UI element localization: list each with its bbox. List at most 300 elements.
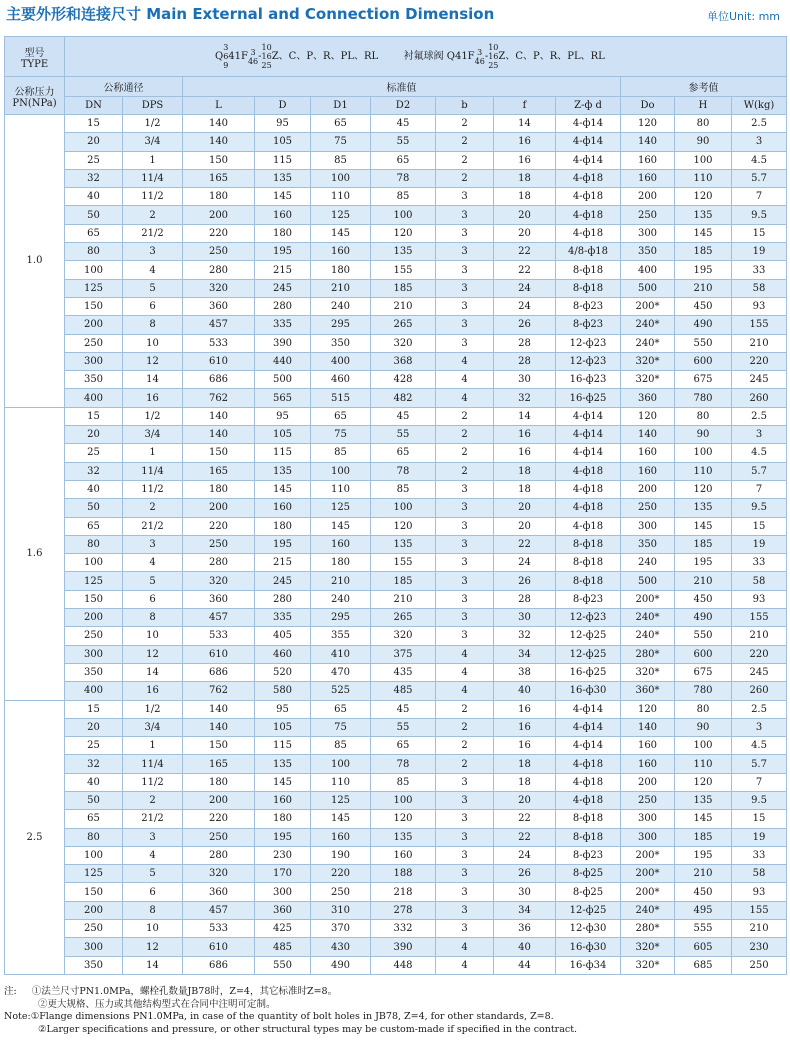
table-cell: 15 — [65, 115, 123, 133]
table-cell: 19 — [732, 243, 787, 261]
table-cell: 80 — [65, 535, 123, 553]
table-row — [5, 151, 787, 169]
table-cell: 4-ф14 — [556, 700, 621, 718]
table-cell: 457 — [183, 316, 255, 334]
table-cell: 200* — [621, 846, 675, 864]
table-row — [5, 133, 787, 151]
table-cell: 675 — [675, 663, 732, 681]
table-cell: 4-ф14 — [556, 151, 621, 169]
col-header: f — [494, 97, 556, 115]
table-cell: 4-ф18 — [556, 206, 621, 224]
table-cell: 210 — [371, 590, 436, 608]
table-cell: 200 — [183, 499, 255, 517]
table-cell: 3 — [436, 572, 494, 590]
table-cell: 300 — [621, 810, 675, 828]
table-cell: 2 — [436, 462, 494, 480]
table-cell: 12 — [123, 645, 183, 663]
table-row — [5, 444, 787, 462]
table-cell: 11/4 — [123, 462, 183, 480]
table-cell: 686 — [183, 371, 255, 389]
table-row — [5, 499, 787, 517]
table-cell: 410 — [311, 645, 371, 663]
table-cell: 3 — [436, 791, 494, 809]
table-cell: 145 — [675, 224, 732, 242]
table-cell: 220 — [732, 352, 787, 370]
table-cell: 16 — [123, 389, 183, 407]
table-cell: 295 — [311, 316, 371, 334]
table-cell: 3 — [123, 535, 183, 553]
table-cell: 78 — [371, 462, 436, 480]
table-cell: 145 — [675, 810, 732, 828]
table-row — [5, 407, 787, 425]
table-cell: 15 — [732, 810, 787, 828]
table-row — [5, 810, 787, 828]
table-cell: 533 — [183, 627, 255, 645]
table-cell: 7 — [732, 188, 787, 206]
table-cell: 195 — [255, 828, 311, 846]
table-cell: 155 — [732, 609, 787, 627]
table-cell: 4 — [436, 371, 494, 389]
col-header: DN — [65, 97, 123, 115]
table-cell: 4-ф14 — [556, 133, 621, 151]
table-cell: 30 — [494, 371, 556, 389]
table-cell: 550 — [255, 956, 311, 974]
table-cell: 78 — [371, 169, 436, 187]
table-cell: 65 — [65, 810, 123, 828]
table-cell: 610 — [183, 645, 255, 663]
table-cell: 4.5 — [732, 737, 787, 755]
table-row — [5, 865, 787, 883]
table-cell: 12-ф25 — [556, 901, 621, 919]
table-cell: 45 — [371, 115, 436, 133]
table-cell: 600 — [675, 645, 732, 663]
table-cell: 240 — [311, 297, 371, 315]
table-cell: 32 — [494, 627, 556, 645]
table-cell: 762 — [183, 389, 255, 407]
table-cell: 180 — [183, 480, 255, 498]
table-row — [5, 590, 787, 608]
table-cell: 762 — [183, 682, 255, 700]
table-cell: 65 — [311, 700, 371, 718]
table-row — [5, 682, 787, 700]
table-cell: 300 — [255, 883, 311, 901]
table-cell: 200 — [65, 609, 123, 627]
table-row — [5, 169, 787, 187]
table-cell: 300 — [621, 828, 675, 846]
table-cell: 400 — [65, 389, 123, 407]
table-cell: 390 — [255, 334, 311, 352]
table-cell: 50 — [65, 499, 123, 517]
table-row — [5, 535, 787, 553]
table-cell: 120 — [675, 480, 732, 498]
table-cell: 110 — [311, 188, 371, 206]
table-cell: 320* — [621, 371, 675, 389]
type-frac-4: 3 46 — [474, 47, 485, 66]
table-cell: 220 — [183, 810, 255, 828]
dimension-table — [4, 36, 787, 975]
table-cell: 2 — [436, 737, 494, 755]
table-cell: 600 — [675, 352, 732, 370]
table-cell: 85 — [311, 444, 371, 462]
table-cell: 32 — [65, 755, 123, 773]
table-cell: 4 — [436, 352, 494, 370]
table-cell: 15 — [65, 700, 123, 718]
table-cell: 75 — [311, 133, 371, 151]
table-cell: 45 — [371, 407, 436, 425]
table-cell: 16-ф34 — [556, 956, 621, 974]
table-cell: 65 — [371, 444, 436, 462]
table-cell: 95 — [255, 407, 311, 425]
notes — [4, 986, 784, 1036]
table-cell: 5 — [123, 865, 183, 883]
table-cell: 85 — [311, 151, 371, 169]
table-cell: 93 — [732, 590, 787, 608]
table-cell: 430 — [311, 938, 371, 956]
table-cell: 30 — [494, 883, 556, 901]
table-cell: 100 — [65, 846, 123, 864]
table-cell: 8-ф18 — [556, 572, 621, 590]
table-cell: 440 — [255, 352, 311, 370]
table-cell: 245 — [732, 663, 787, 681]
table-cell: 220 — [183, 517, 255, 535]
table-cell: 105 — [255, 426, 311, 444]
table-cell: 3 — [436, 554, 494, 572]
table-cell: 120 — [675, 188, 732, 206]
note-cn-2: ②更大规格、压力或其他结构型式在合同中注明可定制。 — [38, 998, 276, 1010]
table-cell: 30 — [494, 609, 556, 627]
table-cell: 150 — [183, 151, 255, 169]
table-cell: 125 — [65, 865, 123, 883]
table-cell: 135 — [675, 499, 732, 517]
table-cell: 100 — [371, 791, 436, 809]
table-cell: 20 — [65, 426, 123, 444]
table-cell: 210 — [732, 334, 787, 352]
table-cell: 210 — [311, 279, 371, 297]
table-cell: 310 — [311, 901, 371, 919]
table-cell: 195 — [675, 846, 732, 864]
table-cell: 425 — [255, 920, 311, 938]
table-row — [5, 700, 787, 718]
table-cell: 686 — [183, 956, 255, 974]
table-cell: 145 — [675, 517, 732, 535]
table-cell: 8-ф23 — [556, 316, 621, 334]
table-cell: 110 — [675, 755, 732, 773]
table-cell: 16-ф30 — [556, 938, 621, 956]
col-header: DPS — [123, 97, 183, 115]
table-cell: 685 — [675, 956, 732, 974]
table-cell: 370 — [311, 920, 371, 938]
table-cell: 215 — [255, 261, 311, 279]
table-cell: 110 — [675, 462, 732, 480]
table-cell: 28 — [494, 352, 556, 370]
table-cell: 300 — [65, 352, 123, 370]
table-cell: 4-ф18 — [556, 791, 621, 809]
type-frac-2: 3 46 — [247, 47, 259, 66]
table-row — [5, 737, 787, 755]
note-en-2: ②Larger specifications and pressure, or other structural types may be custom-made if specified in the contract. — [38, 1023, 578, 1035]
table-cell: 230 — [255, 846, 311, 864]
table-cell: 8-ф18 — [556, 535, 621, 553]
table-cell: 125 — [311, 791, 371, 809]
col-header: Z-ф d — [556, 97, 621, 115]
unit-label: 单位Unit: mm — [706, 10, 780, 23]
table-cell: 40 — [65, 188, 123, 206]
table-cell: 260 — [732, 682, 787, 700]
table-cell: 265 — [371, 316, 436, 334]
table-cell: 18 — [494, 188, 556, 206]
table-cell: 93 — [732, 883, 787, 901]
table-cell: 24 — [494, 279, 556, 297]
table-cell: 21/2 — [123, 517, 183, 535]
table-cell: 218 — [371, 883, 436, 901]
table-row — [5, 462, 787, 480]
table-cell: 19 — [732, 535, 787, 553]
table-cell: 390 — [371, 938, 436, 956]
table-cell: 4-ф18 — [556, 517, 621, 535]
table-cell: 135 — [255, 169, 311, 187]
table-cell: 5.7 — [732, 755, 787, 773]
table-cell: 450 — [675, 883, 732, 901]
table-cell: 145 — [255, 188, 311, 206]
table-cell: 3 — [436, 206, 494, 224]
table-cell: 65 — [65, 517, 123, 535]
table-cell: 9.5 — [732, 499, 787, 517]
table-cell: 3 — [436, 499, 494, 517]
table-cell: 280* — [621, 645, 675, 663]
page-title: 主要外形和连接尺寸 Main External and Connection Dimension — [6, 5, 495, 23]
table-cell: 485 — [255, 938, 311, 956]
table-cell: 100 — [371, 206, 436, 224]
table-cell: 4-ф14 — [556, 115, 621, 133]
table-cell: 200* — [621, 297, 675, 315]
reference-header: 参考值 — [621, 77, 787, 97]
table-cell: 780 — [675, 389, 732, 407]
table-row — [5, 371, 787, 389]
table-row — [5, 554, 787, 572]
table-row — [5, 846, 787, 864]
table-cell: 34 — [494, 645, 556, 663]
table-cell: 195 — [255, 243, 311, 261]
table-cell: 686 — [183, 663, 255, 681]
table-cell: 44 — [494, 956, 556, 974]
table-cell: 3 — [436, 261, 494, 279]
table-cell: 40 — [494, 938, 556, 956]
table-cell: 200* — [621, 865, 675, 883]
pn-value: 1.0 — [5, 115, 65, 408]
table-row — [5, 828, 787, 846]
table-cell: 50 — [65, 791, 123, 809]
table-cell: 320 — [183, 572, 255, 590]
table-row — [5, 901, 787, 919]
table-cell: 160 — [621, 462, 675, 480]
table-cell: 180 — [183, 188, 255, 206]
table-cell: 240* — [621, 316, 675, 334]
table-cell: 19 — [732, 828, 787, 846]
table-cell: 58 — [732, 865, 787, 883]
table-cell: 4.5 — [732, 444, 787, 462]
table-cell: 140 — [621, 426, 675, 444]
table-cell: 58 — [732, 572, 787, 590]
table-cell: 460 — [255, 645, 311, 663]
table-cell: 2 — [123, 791, 183, 809]
table-cell: 2 — [436, 407, 494, 425]
table-cell: 5.7 — [732, 462, 787, 480]
table-cell: 250 — [621, 791, 675, 809]
table-cell: 65 — [371, 737, 436, 755]
table-cell: 24 — [494, 297, 556, 315]
table-cell: 300 — [621, 224, 675, 242]
table-cell: 3 — [436, 224, 494, 242]
table-cell: 4-ф14 — [556, 444, 621, 462]
table-cell: 11/2 — [123, 188, 183, 206]
table-cell: 2 — [436, 426, 494, 444]
table-cell: 15 — [732, 517, 787, 535]
table-cell: 350 — [621, 243, 675, 261]
table-cell: 120 — [621, 700, 675, 718]
type-label-en: TYPE — [20, 58, 49, 70]
table-cell: 100 — [311, 169, 371, 187]
table-cell: 7 — [732, 480, 787, 498]
table-cell: 4-ф18 — [556, 188, 621, 206]
table-cell: 605 — [675, 938, 732, 956]
table-row — [5, 773, 787, 791]
table-cell: 120 — [621, 115, 675, 133]
table-cell: 3 — [436, 828, 494, 846]
type-label: 型号 — [24, 47, 45, 59]
table-cell: 8-ф18 — [556, 554, 621, 572]
table-cell: 200 — [65, 316, 123, 334]
table-cell: 15 — [65, 407, 123, 425]
table-cell: 120 — [621, 407, 675, 425]
table-cell: 18 — [494, 169, 556, 187]
table-cell: 4 — [436, 682, 494, 700]
table-cell: 160 — [621, 755, 675, 773]
table-cell: 3 — [436, 627, 494, 645]
table-cell: 12-ф23 — [556, 352, 621, 370]
table-cell: 210 — [675, 572, 732, 590]
table-cell: 335 — [255, 316, 311, 334]
table-cell: 120 — [371, 810, 436, 828]
table-cell: 55 — [371, 133, 436, 151]
table-cell: 320* — [621, 663, 675, 681]
table-cell: 500 — [621, 572, 675, 590]
table-cell: 2 — [436, 151, 494, 169]
table-cell: 160 — [621, 169, 675, 187]
table-cell: 160 — [371, 846, 436, 864]
table-cell: 3 — [123, 828, 183, 846]
table-row — [5, 609, 787, 627]
table-cell: 6 — [123, 883, 183, 901]
table-cell: 75 — [311, 426, 371, 444]
table-cell: 360* — [621, 682, 675, 700]
table-cell: 200 — [621, 773, 675, 791]
table-cell: 150 — [183, 444, 255, 462]
table-cell: 250 — [183, 243, 255, 261]
table-cell: 170 — [255, 865, 311, 883]
table-cell: 4-ф18 — [556, 169, 621, 187]
table-cell: 135 — [675, 206, 732, 224]
table-cell: 1 — [123, 151, 183, 169]
table-cell: 3 — [436, 773, 494, 791]
table-cell: 12-ф23 — [556, 609, 621, 627]
table-cell: 2.5 — [732, 115, 787, 133]
table-cell: 16 — [494, 151, 556, 169]
table-cell: 210 — [732, 627, 787, 645]
table-cell: 2 — [436, 115, 494, 133]
table-row — [5, 389, 787, 407]
table-cell: 3 — [732, 426, 787, 444]
table-cell: 3/4 — [123, 133, 183, 151]
table-cell: 10 — [123, 627, 183, 645]
table-cell: 550 — [675, 334, 732, 352]
table-cell: 1 — [123, 737, 183, 755]
table-cell: 135 — [371, 535, 436, 553]
table-cell: 40 — [65, 480, 123, 498]
table-cell: 320* — [621, 352, 675, 370]
table-row — [5, 334, 787, 352]
table-cell: 4 — [436, 938, 494, 956]
table-cell: 115 — [255, 737, 311, 755]
table-cell: 1/2 — [123, 115, 183, 133]
table-cell: 18 — [494, 755, 556, 773]
table-cell: 360 — [183, 297, 255, 315]
table-cell: 20 — [65, 718, 123, 736]
table-cell: 450 — [675, 590, 732, 608]
table-cell: 145 — [255, 773, 311, 791]
table-cell: 4 — [123, 554, 183, 572]
table-cell: 180 — [311, 261, 371, 279]
table-cell: 110 — [311, 773, 371, 791]
col-header: D1 — [311, 97, 371, 115]
table-cell: 180 — [255, 810, 311, 828]
table-cell: 360 — [183, 883, 255, 901]
table-cell: 22 — [494, 243, 556, 261]
table-cell: 140 — [183, 700, 255, 718]
table-cell: 8-ф18 — [556, 279, 621, 297]
table-cell: 368 — [371, 352, 436, 370]
table-cell: 8-ф25 — [556, 883, 621, 901]
col-header: b — [436, 97, 494, 115]
table-cell: 65 — [311, 115, 371, 133]
table-cell: 533 — [183, 334, 255, 352]
table-cell: 360 — [621, 389, 675, 407]
table-cell: 9.5 — [732, 206, 787, 224]
table-cell: 8-ф18 — [556, 828, 621, 846]
table-cell: 300 — [65, 645, 123, 663]
table-cell: 125 — [311, 499, 371, 517]
table-cell: 300 — [65, 938, 123, 956]
table-cell: 200* — [621, 883, 675, 901]
table-cell: 4 — [436, 645, 494, 663]
table-cell: 12-ф25 — [556, 645, 621, 663]
table-cell: 188 — [371, 865, 436, 883]
table-cell: 295 — [311, 609, 371, 627]
col-header: D2 — [371, 97, 436, 115]
type-label-cell — [5, 37, 65, 77]
table-cell: 5 — [123, 279, 183, 297]
table-cell: 21/2 — [123, 810, 183, 828]
table-row — [5, 297, 787, 315]
table-cell: 100 — [675, 444, 732, 462]
table-row — [5, 261, 787, 279]
table-cell: 26 — [494, 865, 556, 883]
table-cell: 32 — [494, 389, 556, 407]
table-cell: 80 — [675, 115, 732, 133]
col-header: H — [675, 97, 732, 115]
table-cell: 350 — [65, 956, 123, 974]
table-cell: 250 — [621, 499, 675, 517]
table-cell: 14 — [123, 663, 183, 681]
